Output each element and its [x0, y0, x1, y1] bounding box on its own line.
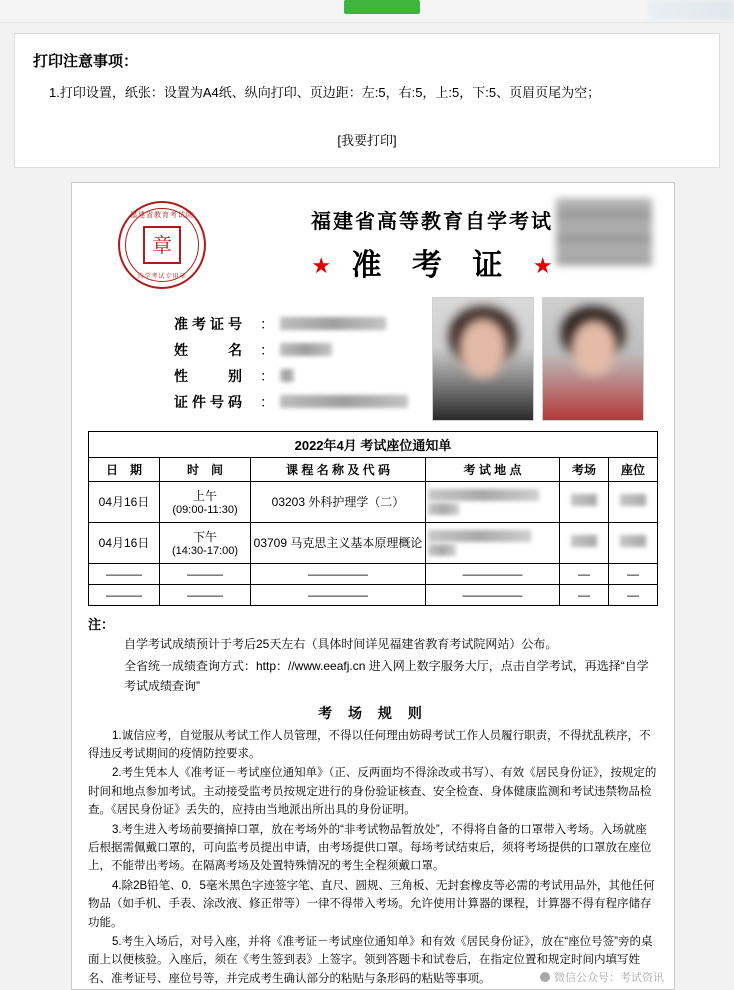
exam-rule-item: 3.考生进入考场前要摘掉口罩，放在考场外的“非考试物品暂放处”，不得将自备的口罩带入考场。入场就座后根据需佩戴口罩的，可向监考员提出申请，由考场提供口罩。每场考试结束后，须将考场提供的口罩放在座位上，不能带出考场。在隔离考场及处置特殊情况的考生全程须戴口罩。	[88, 823, 652, 873]
print-notice-line-1: 1.打印设置，纸张：设置为A4纸、纵向打印、页边距：左:5，右:5，上:5，下:5、页眉页尾为空；	[49, 85, 601, 100]
cell-room	[560, 522, 609, 563]
ticket-header	[88, 197, 658, 289]
candidate-photo-2	[542, 297, 644, 421]
field-value-redacted	[280, 343, 332, 356]
admission-ticket	[71, 182, 675, 990]
cell-course: —————	[251, 563, 426, 584]
exam-rules-title: 考 场 规 则	[318, 704, 428, 721]
field-value-redacted	[280, 395, 408, 408]
browser-top-strip	[0, 0, 734, 23]
cell-place	[426, 522, 560, 563]
cell-time	[160, 481, 251, 522]
cell-time-bottom: (09:00-11:30)	[172, 504, 238, 517]
table-caption: 2022年4月 考试座位通知单	[89, 431, 658, 457]
field-label: 准考证号	[174, 315, 246, 332]
col-header-time: 时 间	[160, 457, 251, 481]
exam-rule-item: 4.除2B铅笔、0．5毫米黑色字迹签字笔、直尺、圆规、三角板、无封套橡皮等必需的考试用品外，其他任何物品（如手机、手表、涂改液、修正带等）一律不得带入考场。允许使用计算器的课程，计算器不得有程序储存功能。	[88, 879, 655, 929]
print-notice-title: 打印注意事项：	[33, 53, 139, 70]
table-caption-row	[89, 431, 658, 457]
cell-date: 04月16日	[89, 522, 160, 563]
table-row	[89, 522, 658, 563]
field-id-number	[174, 389, 432, 415]
table-row	[89, 584, 658, 605]
field-name	[174, 337, 432, 363]
cell-room	[560, 481, 609, 522]
col-header-place: 考 试 地 点	[426, 457, 560, 481]
table-header-row	[89, 457, 658, 481]
col-header-course: 课 程 名 称 及 代 码	[251, 457, 426, 481]
star-left-icon: ★	[311, 253, 332, 279]
cell-place: —————	[426, 563, 560, 584]
col-header-seat: 座位	[609, 457, 658, 481]
seal-bottom-text: 自学考试专用章	[137, 273, 187, 280]
print-link-row	[33, 130, 701, 149]
notes-section	[88, 614, 658, 697]
cell-time	[160, 522, 251, 563]
browser-toolbar-blur	[648, 0, 734, 20]
field-value-redacted	[280, 317, 386, 330]
watermark	[540, 969, 664, 985]
cell-time: ———	[160, 584, 251, 605]
star-right-icon: ★	[532, 253, 553, 279]
field-label: 证件号码	[174, 393, 246, 410]
cell-date: ———	[89, 584, 160, 605]
notes-line-1: 自学考试成绩预计于考后25天左右（具体时间详见福建省教育考试院网站）公布。	[124, 637, 558, 652]
page-wrap	[0, 33, 734, 990]
cell-time-bottom: (14:30-17:00)	[171, 545, 239, 558]
cell-date: 04月16日	[89, 481, 160, 522]
cell-seat: —	[609, 584, 658, 605]
field-ticket-number	[174, 311, 432, 337]
cell-room: —	[560, 584, 609, 605]
field-colon: ：	[260, 341, 274, 358]
exam-rule-item: 5.考生入场后，对号入座，并将《准考证－考试座位通知单》和有效《居民身份证》，放在“座位号签”旁的桌面上以便核验。入座后，须在《考生签到表》上签字。领到答题卡和试卷后，在指定位置和规定时间内填写姓名、准考证号、座位号等，并完成考生确认部分的粘贴与条形码的粘贴等事项。	[88, 935, 653, 985]
ticket-title-sub: 准 考 证	[351, 247, 513, 283]
print-notice-box	[14, 33, 720, 168]
print-button[interactable]: [我要打印]	[337, 132, 397, 148]
exam-rule-item: 1.诚信应考，自觉服从考试工作人员管理，不得以任何理由妨碍考试工作人员履行职责，不得扰乱秩序，不得违反考试期间的疫情防控要求。	[88, 729, 651, 761]
cell-time-top: 下午	[192, 530, 217, 545]
candidate-photos	[432, 295, 658, 421]
table-row	[89, 563, 658, 584]
watermark-text: 微信公众号：考试资讯	[554, 972, 664, 985]
exam-rule-item: 2.考生凭本人《准考证－考试座位通知单》（正、反两面均不得涂改或书写）、有效《居民身份证》，按规定的时间和地点参加考试。主动接受监考员按规定进行的身份验证核查、安全检查、身体健康监测和考试违禁物品检查。《居民身份证》丢失的，应持由当地派出所出具的身份证明。	[88, 767, 657, 817]
table-row	[89, 481, 658, 522]
notes-line-2: 全省统一成绩查询方式：http：//www.eeafj.cn 进入网上数字服务大厅，点击自学考试，再选择“自学考试成绩查询”	[124, 659, 649, 693]
field-colon: ：	[260, 315, 274, 332]
cell-course: —————	[251, 584, 426, 605]
cell-date: ———	[89, 563, 160, 584]
candidate-info-row	[88, 295, 658, 421]
cell-place: —————	[426, 584, 560, 605]
cell-room: —	[560, 563, 609, 584]
seat-notice-table	[88, 431, 658, 606]
field-label: 姓 名	[174, 341, 246, 358]
col-header-date: 日 期	[89, 457, 160, 481]
candidate-fields	[88, 295, 432, 421]
cell-time: ———	[160, 563, 251, 584]
field-label: 性 别	[174, 367, 246, 384]
field-value-redacted	[280, 369, 294, 382]
ticket-title-main: 福建省高等教育自学考试	[311, 208, 553, 233]
col-header-room: 考场	[560, 457, 609, 481]
green-action-button[interactable]	[344, 0, 420, 14]
watermark-dot-icon	[540, 972, 550, 982]
cell-place	[426, 481, 560, 522]
official-seal-icon	[118, 201, 206, 289]
field-colon: ：	[260, 393, 274, 410]
cell-seat	[609, 522, 658, 563]
field-colon: ：	[260, 367, 274, 384]
candidate-photo-1	[432, 297, 534, 421]
seal-center-char: 章	[143, 226, 181, 264]
cell-seat: —	[609, 563, 658, 584]
field-gender	[174, 363, 432, 389]
cell-course: 03709 马克思主义基本原理概论	[251, 522, 426, 563]
header-redacted-block	[556, 199, 652, 265]
seal-top-text: 福建省教育考试院	[130, 211, 194, 219]
exam-rules-section	[88, 703, 658, 988]
cell-course: 03203 外科护理学（二）	[251, 481, 426, 522]
cell-time-top: 上午	[192, 489, 217, 504]
notes-title: 注：	[88, 616, 115, 632]
cell-seat	[609, 481, 658, 522]
